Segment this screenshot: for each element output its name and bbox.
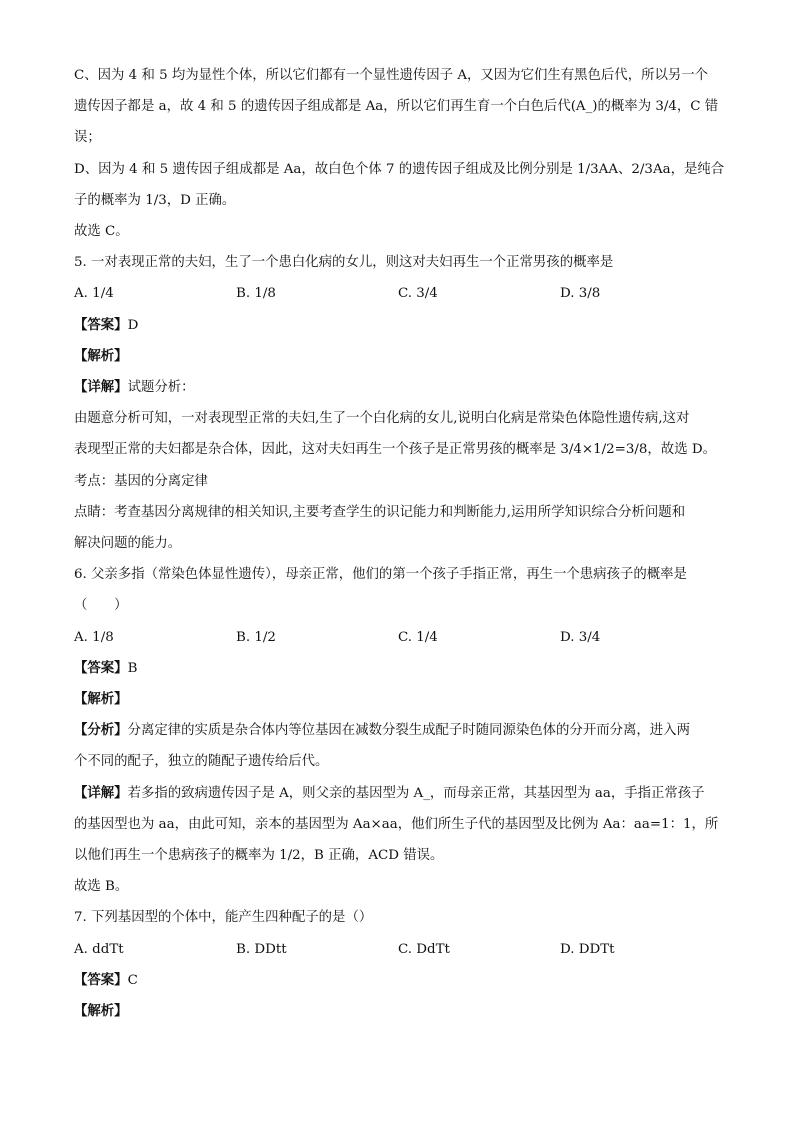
q6-fenxi-label: 【分析】 <box>74 722 128 739</box>
q6-fenxi-line2: 个不同的配子，独立的随配子遗传给后代。 <box>74 754 329 770</box>
q6-stem-line2: （ ） <box>74 598 128 614</box>
q7-answer-label: 【答案】 <box>74 971 128 988</box>
q5-analysis-line <box>74 341 734 372</box>
q7-option-a: A. ddTt <box>74 941 124 957</box>
q5-dianjing-line1: 点睛：考查基因分离规律的相关知识,主要考查学生的识记能力和判断能力,运用所学知识综合分析问题和 <box>74 504 686 520</box>
q5-answer-label: 【答案】 <box>74 316 128 333</box>
prev-option-c-line3: 误； <box>74 130 101 146</box>
q7-analysis-line <box>74 996 734 1027</box>
prev-choose: 故选 C。 <box>74 224 129 240</box>
q7-stem: 7. 下列基因型的个体中，能产生四种配子的是（） <box>74 910 373 926</box>
q5-detail-line2: 表现型正常的夫妇都是杂合体，因此，这对夫妇再生一个孩子是正常男孩的概率是 3/4×1/2=3/8，故选 D。 <box>74 442 716 458</box>
q5-kaodian: 考点：基因的分离定律 <box>74 473 208 489</box>
q5-answer-line <box>74 310 734 341</box>
q7-answer-line <box>74 965 734 996</box>
q5-answer: D <box>127 317 139 333</box>
q6-detail-line1 <box>74 778 734 809</box>
q6-analysis-label: 【解析】 <box>74 691 128 708</box>
q5-detail-line1: 由题意分析可知，一对表现型正常的夫妇,生了一个白化病的女儿,说明白化病是常染色体隐性遗传病,这对 <box>74 411 690 427</box>
prev-option-c-line1: C、因为 4 和 5 均为显性个体，所以它们都有一个显性遗传因子 A，又因为它们生有黑色后代，所以另一个 <box>74 68 709 83</box>
prev-option-c-line2: 遗传因子都是 a，故 4 和 5 的遗传因子组成都是 Aa，所以它们再生育一个白色后代(A_)的概率为 3/4，C 错 <box>74 99 719 115</box>
q5-stem: 5. 一对表现正常的夫妇，生了一个患白化病的女儿，则这对夫妇再生一个正常男孩的概率是 <box>74 255 614 271</box>
q6-detail-line2: 的基因型也为 aa，由此可知，亲本的基因型为 Aa×aa，他们所生子代的基因型及比例为 Aa：aa=1：1，所 <box>74 816 719 832</box>
q5-dianjing-line2: 解决问题的能力。 <box>74 536 182 552</box>
q6-detail-text1: 若多指的致病遗传因子是 A，则父亲的基因型为 A_，而母亲正常，其基因型为 aa，手指正常孩子 <box>127 785 705 801</box>
q6-options <box>74 622 734 653</box>
q6-option-c: C. 1/4 <box>398 629 438 645</box>
q7-option-d: D. DDTt <box>560 941 615 957</box>
q6-option-a: A. 1/8 <box>74 629 114 645</box>
q7-option-b: B. DDtt <box>236 941 287 957</box>
q6-fenxi-line1 <box>74 715 734 746</box>
q5-detail-title: 试题分析： <box>127 380 195 396</box>
q5-detail-label: 【详解】 <box>74 379 128 396</box>
q6-answer-label: 【答案】 <box>74 659 128 676</box>
q5-analysis-label: 【解析】 <box>74 347 128 364</box>
q7-options <box>74 934 734 965</box>
prev-option-d-line1: D、因为 4 和 5 遗传因子组成都是 Aa，故白色个体 7 的遗传因子组成及比例分别是 1/3AA、2/3Aa，是纯合 <box>74 161 725 177</box>
q6-analysis-line <box>74 684 734 715</box>
q5-option-b: B. 1/8 <box>236 286 276 302</box>
q5-detail-header <box>74 372 734 403</box>
q6-answer-line <box>74 653 734 684</box>
q6-choose: 故选 B。 <box>74 879 129 895</box>
prev-option-d-line2: 子的概率为 1/3，D 正确。 <box>74 192 236 208</box>
q6-answer: B <box>127 660 138 676</box>
q6-detail-line3: 以他们再生一个患病孩子的概率为 1/2，B 正确，ACD 错误。 <box>74 848 444 864</box>
q7-analysis-label: 【解析】 <box>74 1003 128 1020</box>
document-page <box>74 60 734 1027</box>
q5-option-c: C. 3/4 <box>398 286 438 302</box>
q6-option-d: D. 3/4 <box>560 629 601 645</box>
q5-option-d: D. 3/8 <box>560 286 601 302</box>
q6-option-b: B. 1/2 <box>236 629 276 645</box>
q5-options <box>74 278 734 309</box>
q5-option-a: A. 1/4 <box>74 286 114 302</box>
q6-detail-label: 【详解】 <box>74 784 128 801</box>
q6-fenxi-text1: 分离定律的实质是杂合体内等位基因在减数分裂生成配子时随同源染色体的分开而分离，进入两 <box>127 723 690 739</box>
q6-stem-line1: 6. 父亲多指（常染色体显性遗传），母亲正常，他们的第一个孩子手指正常，再生一个患病孩子的概率是 <box>74 567 687 583</box>
q7-answer: C <box>127 972 138 988</box>
q7-option-c: C. DdTt <box>398 941 450 957</box>
